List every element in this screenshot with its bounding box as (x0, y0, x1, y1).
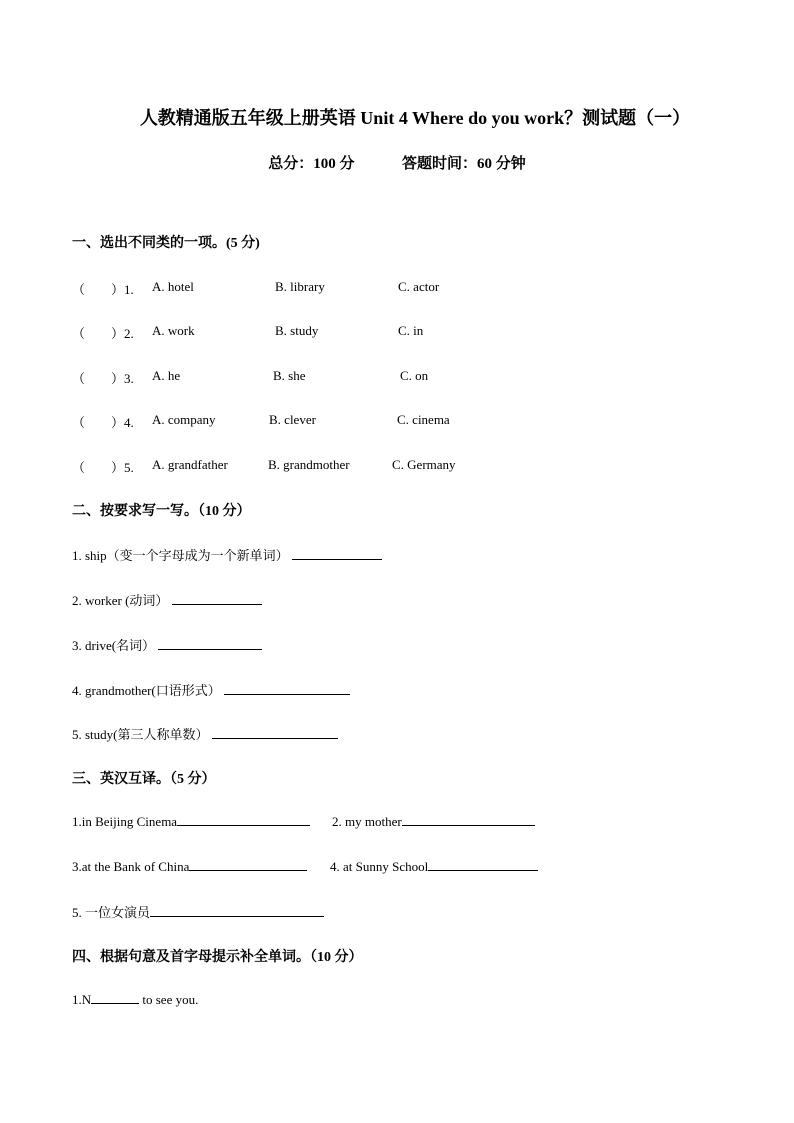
answer-blank[interactable] (224, 682, 350, 695)
answer-blank[interactable] (292, 547, 382, 560)
option-a: A. company (152, 412, 216, 427)
option-c: C. actor (398, 279, 440, 294)
fill-item (72, 545, 382, 564)
fill-item (72, 680, 350, 699)
option-b: B. grandmother (268, 457, 350, 472)
option-b: B. library (275, 279, 325, 294)
answer-paren: （ ）4. (72, 415, 134, 430)
answer-blank[interactable] (428, 858, 538, 871)
answer-blank[interactable] (189, 858, 307, 871)
score-time-line (0, 152, 794, 173)
fill-item-prompt: 3. drive(名词） (72, 638, 156, 653)
option-c: C. Germany (392, 457, 456, 472)
translate-item (72, 858, 307, 875)
answer-paren: （ ）3. (72, 371, 134, 386)
translate-item (72, 902, 324, 921)
completion-item (72, 991, 198, 1008)
answer-blank[interactable] (177, 813, 310, 826)
option-c: C. in (398, 323, 424, 338)
answer-blank[interactable] (158, 637, 262, 650)
answer-blank[interactable] (402, 813, 535, 826)
option-b: B. she (273, 368, 306, 383)
completion-prefix: 1.N (72, 992, 92, 1007)
option-a: A. work (152, 323, 195, 338)
section-3-heading: 三、英汉互译。（5 分） (72, 772, 216, 787)
section-1-heading: 一、选出不同类的一项。(5 分) (72, 236, 260, 251)
fill-item (72, 724, 338, 743)
answer-paren: （ ）2. (72, 326, 134, 341)
section-4-heading: 四、根据句意及首字母提示补全单词。（10 分） (72, 950, 363, 965)
translate-prompt: 5. 一位女演员 (72, 905, 151, 920)
option-b: B. clever (269, 412, 316, 427)
option-c: C. on (400, 368, 429, 383)
translate-prompt: 1.in Beijing Cinema (72, 814, 178, 829)
translate-prompt: 3.at the Bank of China (72, 859, 190, 874)
answer-paren: （ ）1. (72, 282, 134, 297)
fill-item-prompt: 1. ship（变一个字母成为一个新单词） (72, 548, 289, 563)
translate-item (330, 858, 538, 875)
answer-blank[interactable] (91, 991, 139, 1004)
translate-item (72, 813, 310, 830)
fill-item-prompt: 5. study(第三人称单数） (72, 727, 209, 742)
option-b: B. study (275, 323, 319, 338)
option-a: A. grandfather (152, 457, 228, 472)
answer-paren: （ ）5. (72, 460, 134, 475)
total-score: 总分：100 分 (268, 156, 355, 172)
translate-prompt: 2. my mother (332, 814, 402, 829)
fill-item-prompt: 2. worker (动词） (72, 593, 169, 608)
time-limit: 答题时间：60 分钟 (402, 156, 526, 172)
option-a: A. he (152, 368, 181, 383)
fill-item-prompt: 4. grandmother(口语形式） (72, 683, 221, 698)
answer-blank[interactable] (212, 726, 338, 739)
option-c: C. cinema (397, 412, 450, 427)
translate-item (332, 813, 535, 830)
completion-suffix: to see you. (139, 992, 199, 1007)
fill-item (72, 635, 262, 654)
translate-prompt: 4. at Sunny School (330, 859, 429, 874)
section-2-heading: 二、按要求写一写。（10 分） (72, 504, 251, 519)
page-title: 人教精通版五年级上册英语 Unit 4 Where do you work？测试题（一） (139, 108, 691, 128)
answer-blank[interactable] (150, 904, 324, 917)
fill-item (72, 590, 262, 609)
option-a: A. hotel (152, 279, 194, 294)
answer-blank[interactable] (172, 592, 262, 605)
